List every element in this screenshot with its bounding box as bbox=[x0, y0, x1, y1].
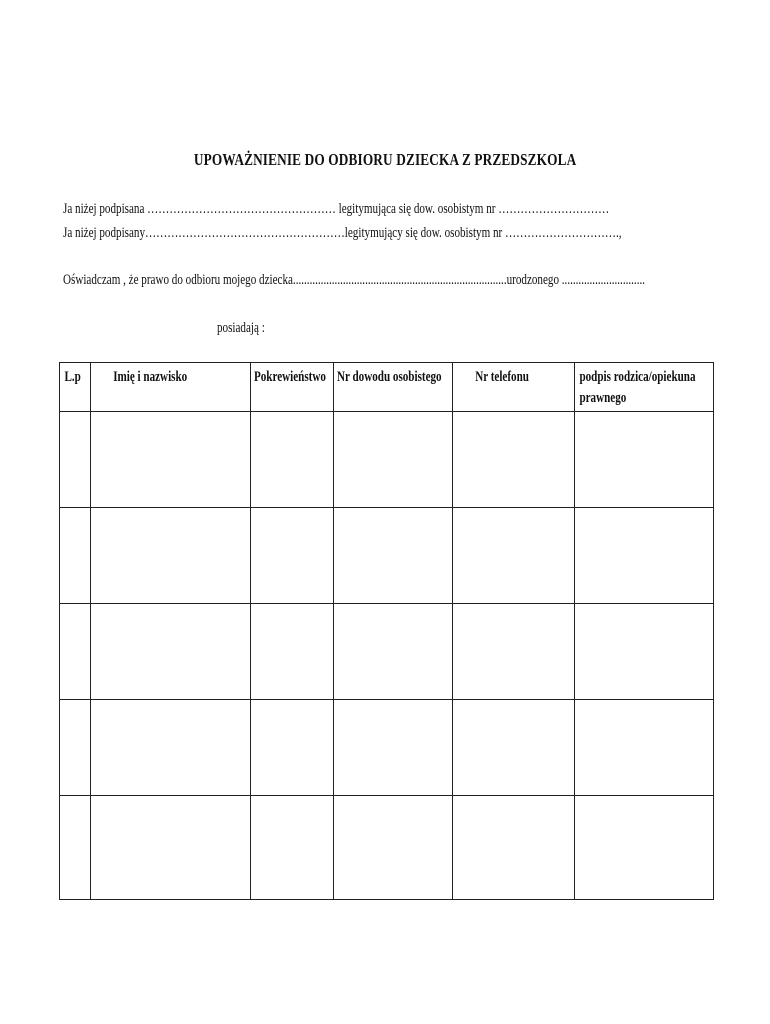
cell-phone[interactable] bbox=[453, 508, 575, 604]
cell-name[interactable] bbox=[91, 796, 251, 900]
table-row bbox=[60, 604, 714, 700]
cell-id-number[interactable] bbox=[334, 604, 453, 700]
cell-lp[interactable] bbox=[60, 700, 91, 796]
cell-lp[interactable] bbox=[60, 796, 91, 900]
cell-lp[interactable] bbox=[60, 412, 91, 508]
cell-signature[interactable] bbox=[575, 700, 714, 796]
cell-id-number[interactable] bbox=[334, 700, 453, 796]
possession-label: posiadają : bbox=[217, 320, 265, 336]
table-row bbox=[60, 412, 714, 508]
header-lp: L.p bbox=[60, 363, 91, 412]
cell-relationship[interactable] bbox=[251, 604, 334, 700]
authorized-persons-table bbox=[59, 362, 714, 900]
declaration-line-male: Ja niżej podpisany………………………………………………legitymujący się dow. osobistym nr …………………………., bbox=[63, 225, 622, 241]
cell-lp[interactable] bbox=[60, 604, 91, 700]
header-phone: Nr telefonu bbox=[453, 363, 575, 412]
header-name: Imię i nazwisko bbox=[91, 363, 251, 412]
cell-signature[interactable] bbox=[575, 796, 714, 900]
cell-id-number[interactable] bbox=[334, 412, 453, 508]
header-signature: podpis rodzica/opiekuna prawnego bbox=[575, 363, 714, 412]
cell-lp[interactable] bbox=[60, 508, 91, 604]
cell-signature[interactable] bbox=[575, 412, 714, 508]
title-text: UPOWAŻNIENIE DO ODBIORU DZIECKA Z PRZEDSZKOLA bbox=[193, 150, 577, 169]
header-id-number: Nr dowodu osobistego bbox=[334, 363, 453, 412]
cell-phone[interactable] bbox=[453, 700, 575, 796]
cell-signature[interactable] bbox=[575, 604, 714, 700]
cell-signature[interactable] bbox=[575, 508, 714, 604]
cell-relationship[interactable] bbox=[251, 412, 334, 508]
cell-name[interactable] bbox=[91, 700, 251, 796]
statement-line: Oświadczam , że prawo do odbioru mojego dziecka.............................................................................urodzonego .............................. bbox=[63, 272, 646, 288]
cell-id-number[interactable] bbox=[334, 796, 453, 900]
cell-name[interactable] bbox=[91, 412, 251, 508]
table-row bbox=[60, 700, 714, 796]
cell-phone[interactable] bbox=[453, 796, 575, 900]
document-title bbox=[0, 150, 770, 170]
cell-name[interactable] bbox=[91, 604, 251, 700]
cell-relationship[interactable] bbox=[251, 700, 334, 796]
declaration-line-female: Ja niżej podpisana …………………………………………… legitymująca się dow. osobistym nr ………………………… bbox=[63, 201, 610, 217]
cell-phone[interactable] bbox=[453, 412, 575, 508]
table-header-row bbox=[60, 363, 714, 412]
cell-phone[interactable] bbox=[453, 604, 575, 700]
cell-name[interactable] bbox=[91, 508, 251, 604]
header-relationship: Pokrewieństwo bbox=[251, 363, 334, 412]
cell-relationship[interactable] bbox=[251, 796, 334, 900]
cell-id-number[interactable] bbox=[334, 508, 453, 604]
table-row bbox=[60, 508, 714, 604]
cell-relationship[interactable] bbox=[251, 508, 334, 604]
table-row bbox=[60, 796, 714, 900]
